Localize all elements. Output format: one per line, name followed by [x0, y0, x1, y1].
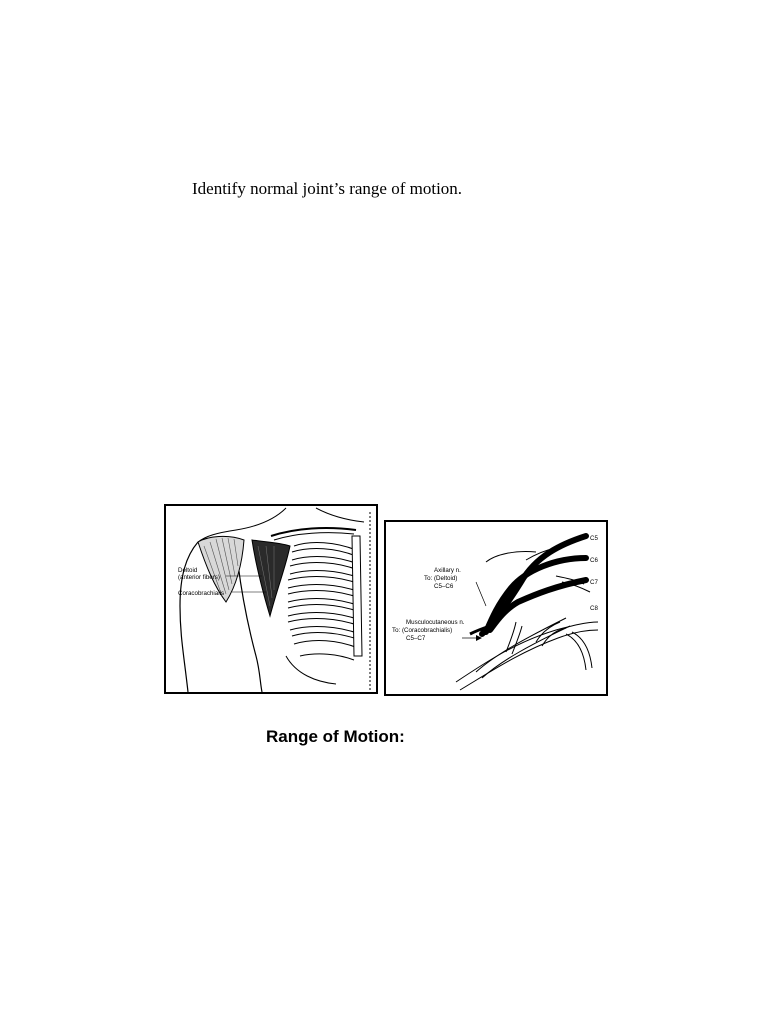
axillary-nerve-label: Axillary n.: [434, 567, 461, 574]
root-c8-label: C8: [590, 605, 598, 612]
musculocutaneous-nerve-label: Musculocutaneous n.: [406, 619, 465, 626]
muscle-anatomy-figure: [164, 504, 378, 694]
muscle-labels-layer: [166, 506, 376, 692]
musculocutaneous-levels-label: C5–C7: [406, 635, 426, 642]
deltoid-label: Deltoid: [178, 567, 198, 574]
objective-text: Identify normal joint’s range of motion.: [192, 179, 463, 198]
root-c7-label: C7: [590, 579, 598, 586]
axillary-target-label: To: (Deltoid): [424, 575, 458, 582]
nerve-labels-layer: [386, 522, 606, 694]
musculocutaneous-target-label: To: (Coracobrachialis): [392, 627, 453, 634]
root-c6-label: C6: [590, 557, 598, 564]
axillary-levels-label: C5–C6: [434, 583, 454, 590]
nerve-anatomy-figure: [384, 520, 608, 696]
coracobrachialis-label: Coracobrachialis: [178, 590, 225, 597]
root-c5-label: C5: [590, 535, 598, 542]
range-of-motion-heading: Range of Motion:: [266, 727, 405, 746]
deltoid-sub-label: (anterior fibers): [178, 574, 220, 581]
